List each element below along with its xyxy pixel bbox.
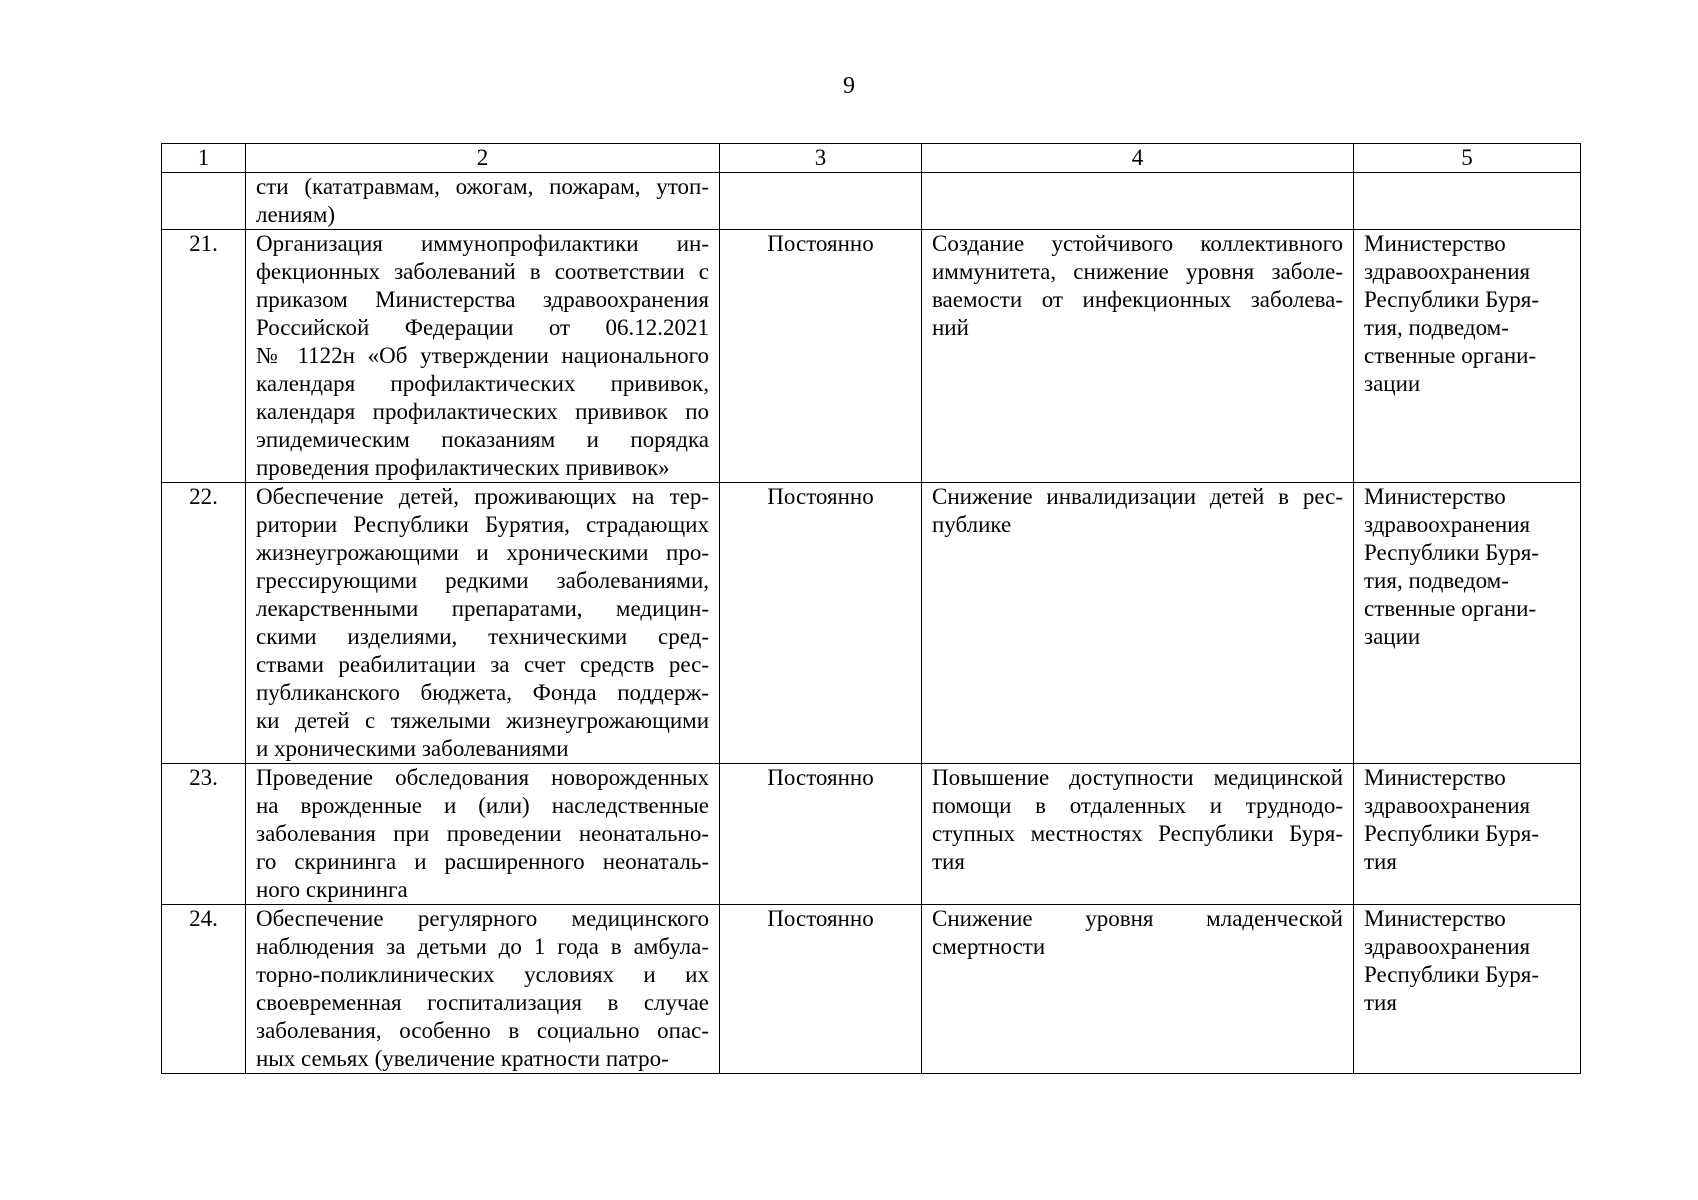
responsible-line: здравоохранения <box>1364 259 1531 284</box>
result-line: ваемости от инфекционных заболева- <box>932 287 1343 312</box>
description-line: лекарственными препаратами, медицин- <box>256 596 709 621</box>
result-line: помощи в отдаленных и труднодо- <box>932 793 1343 818</box>
continuation-result-cell <box>922 173 1354 230</box>
responsible-line: Министерство <box>1364 231 1506 256</box>
result-line: ступных местностях Республики Буря- <box>932 821 1343 846</box>
table-row <box>162 905 1581 1074</box>
row-number: 22. <box>162 483 246 764</box>
description-line: № 1122н «Об утверждении национального <box>256 343 709 368</box>
continuation-term-cell <box>720 173 922 230</box>
description-line: Российской Федерации от 06.12.2021 <box>256 315 709 340</box>
description-line: скими изделиями, техническими сред- <box>256 624 709 649</box>
expected-result <box>922 483 1354 764</box>
result-line: Снижение уровня младенческой <box>932 906 1343 931</box>
description-line: заболевания, особенно в социально опас- <box>256 1018 709 1043</box>
description-line: приказом Министерства здравоохранения <box>256 287 709 312</box>
responsible-line: Республики Буря- <box>1364 287 1540 312</box>
responsible-line: здравоохранения <box>1364 512 1531 537</box>
responsible-line: зации <box>1364 624 1421 649</box>
measure-description <box>246 764 720 905</box>
responsible-line: Республики Буря- <box>1364 962 1540 987</box>
measures-table <box>161 143 1581 1074</box>
result-line: Снижение инвалидизации детей в рес- <box>932 484 1343 509</box>
description-line: и хроническими заболеваниями <box>256 736 569 761</box>
responsible-line: здравоохранения <box>1364 793 1531 818</box>
continuation-row <box>162 173 1581 230</box>
expected-result <box>922 764 1354 905</box>
result-line: тия <box>932 849 965 874</box>
responsible-executor <box>1354 764 1581 905</box>
header-cell-5: 5 <box>1354 144 1581 173</box>
description-line: ки детей с тяжелыми жизнеугрожающими <box>256 708 709 733</box>
description-line: заболевания при проведении неонатально- <box>256 821 709 846</box>
description-line: ритории Республики Бурятия, страдающих <box>256 512 709 537</box>
description-line: ствами реабилитации за счет средств рес- <box>256 652 709 677</box>
description-line: календаря профилактических прививок, <box>256 371 709 396</box>
header-cell-3: 3 <box>720 144 922 173</box>
description-line: лениям) <box>256 202 336 227</box>
description-line: ного скрининга <box>256 877 408 902</box>
responsible-line: Министерство <box>1364 765 1506 790</box>
responsible-line: зации <box>1364 371 1421 396</box>
description-line: эпидемическим показаниям и порядка <box>256 427 709 452</box>
description-line: своевременная госпитализация в случае <box>256 990 709 1015</box>
description-line: го скрининга и расширенного неонаталь- <box>256 849 709 874</box>
description-line: торно-поликлинических условиях и их <box>256 962 709 987</box>
continuation-description-cell <box>246 173 720 230</box>
description-line: Проведение обследования новорожденных <box>256 765 709 790</box>
result-line: смертности <box>932 934 1046 959</box>
description-line: жизнеугрожающими и хроническими про- <box>256 540 709 565</box>
responsible-line: Республики Буря- <box>1364 821 1540 846</box>
row-number: 23. <box>162 764 246 905</box>
description-line: сти (кататравмам, ожогам, пожарам, утоп- <box>256 174 709 199</box>
measure-term: Постоянно <box>720 905 922 1074</box>
description-line: проведения профилактических прививок» <box>256 455 670 480</box>
description-line: наблюдения за детьми до 1 года в амбула- <box>256 934 709 959</box>
row-number: 24. <box>162 905 246 1074</box>
responsible-line: ственные органи- <box>1364 343 1537 368</box>
header-cell-2: 2 <box>246 144 720 173</box>
result-line: ний <box>932 315 969 340</box>
result-line: публике <box>932 512 1012 537</box>
responsible-line: тия <box>1364 849 1397 874</box>
description-line: фекционных заболеваний в соответствии с <box>256 259 709 284</box>
responsible-line: Министерство <box>1364 906 1506 931</box>
responsible-line: тия <box>1364 990 1397 1015</box>
description-line: календаря профилактических прививок по <box>256 399 709 424</box>
result-line: иммунитета, снижение уровня заболе- <box>932 259 1343 284</box>
expected-result <box>922 230 1354 483</box>
description-line: Организация иммунопрофилактики ин- <box>256 231 709 256</box>
result-line: Создание устойчивого коллективного <box>932 231 1343 256</box>
row-number: 21. <box>162 230 246 483</box>
page-number: 9 <box>843 73 855 99</box>
measure-term: Постоянно <box>720 483 922 764</box>
responsible-line: тия, подведом- <box>1364 315 1509 340</box>
table-row <box>162 483 1581 764</box>
description-line: публиканского бюджета, Фонда поддерж- <box>256 680 709 705</box>
continuation-number-cell <box>162 173 246 230</box>
description-line: Обеспечение детей, проживающих на тер- <box>256 484 709 509</box>
responsible-line: ственные органи- <box>1364 596 1537 621</box>
measure-description <box>246 905 720 1074</box>
table-row <box>162 764 1581 905</box>
responsible-executor <box>1354 483 1581 764</box>
description-line: Обеспечение регулярного медицинского <box>256 906 709 931</box>
description-line: грессирующими редкими заболеваниями, <box>256 568 709 593</box>
responsible-executor <box>1354 230 1581 483</box>
measure-term: Постоянно <box>720 764 922 905</box>
table-row <box>162 230 1581 483</box>
description-line: на врожденные и (или) наследственные <box>256 793 709 818</box>
responsible-line: здравоохранения <box>1364 934 1531 959</box>
responsible-line: Министерство <box>1364 484 1506 509</box>
header-cell-1: 1 <box>162 144 246 173</box>
result-line: Повышение доступности медицинской <box>932 765 1343 790</box>
description-line: ных семьях (увеличение кратности патро- <box>256 1046 669 1071</box>
responsible-line: Республики Буря- <box>1364 540 1540 565</box>
expected-result <box>922 905 1354 1074</box>
responsible-executor <box>1354 905 1581 1074</box>
measure-description <box>246 483 720 764</box>
continuation-responsible-cell <box>1354 173 1581 230</box>
table-header-row <box>162 144 1581 173</box>
measure-description <box>246 230 720 483</box>
responsible-line: тия, подведом- <box>1364 568 1509 593</box>
measure-term: Постоянно <box>720 230 922 483</box>
header-cell-4: 4 <box>922 144 1354 173</box>
